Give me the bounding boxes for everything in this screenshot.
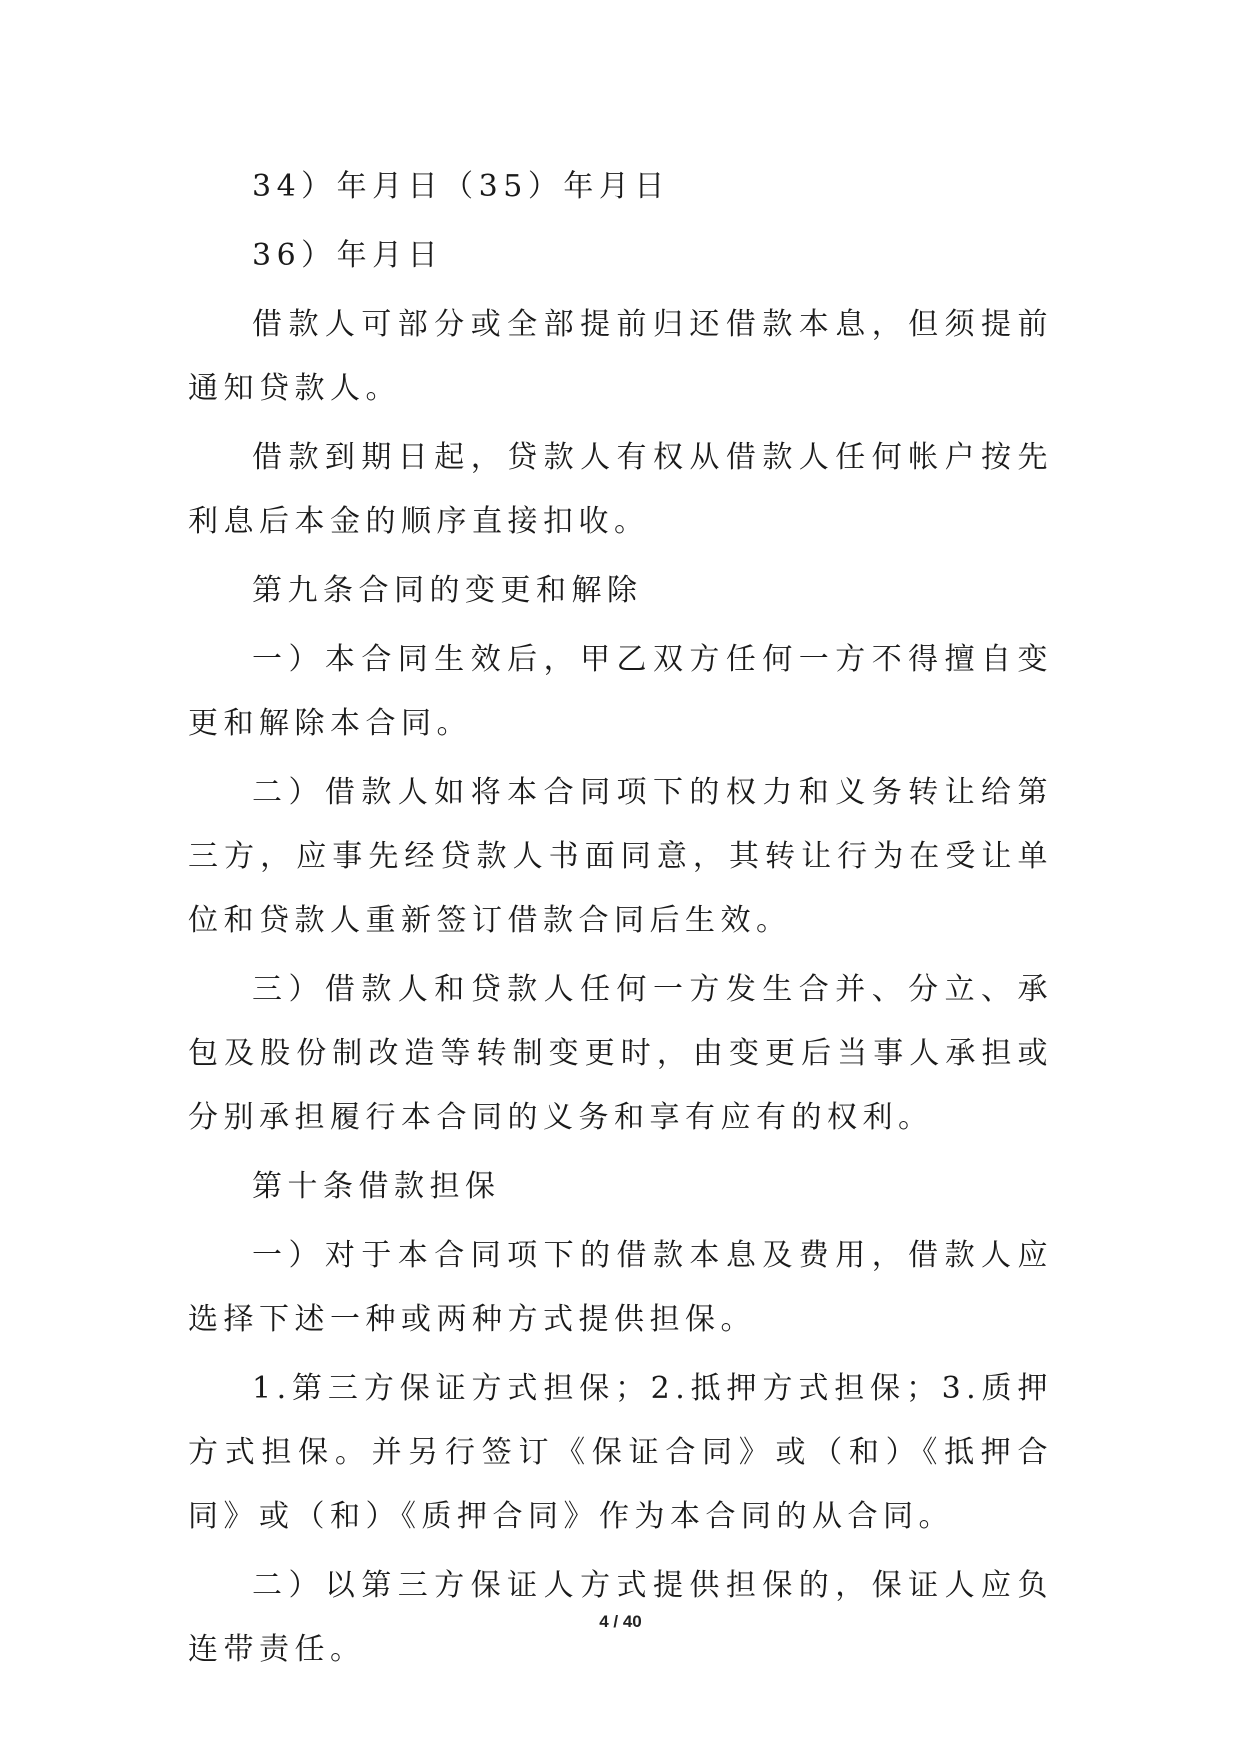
section-heading-article-9: 第九条合同的变更和解除 xyxy=(252,573,643,608)
paragraph-4: 借款到期日起，贷款人有权从借款人任何帐户按先利息后本金的顺序直接扣收。 xyxy=(188,440,1053,539)
paragraph-7: 二）借款人如将本合同项下的权力和义务转让给第三方，应事先经贷款人书面同意，其转让行为在受让单位和贷款人重新签订借款合同后生效。 xyxy=(188,775,1053,938)
paragraph-8: 三）借款人和贷款人任何一方发生合并、分立、承包及股份制改造等转制变更时，由变更后当事人承担或分别承担履行本合同的义务和享有应有的权利。 xyxy=(188,972,1053,1135)
paragraph-10: 一）对于本合同项下的借款本息及费用，借款人应选择下述一种或两种方式提供担保。 xyxy=(188,1238,1053,1337)
paragraph-12: 二）以第三方保证人方式提供担保的，保证人应负连带责任。 xyxy=(188,1568,1053,1667)
paragraph-11: 1.第三方保证方式担保；2.抵押方式担保；3.质押方式担保。并另行签订《保证合同》或（和）《抵押合同》或（和）《质押合同》作为本合同的从合同。 xyxy=(188,1371,1053,1534)
paragraph-1: 34）年月日（35）年月日 xyxy=(252,169,670,204)
paragraph-3: 借款人可部分或全部提前归还借款本息，但须提前通知贷款人。 xyxy=(188,307,1053,406)
paragraph-6: 一）本合同生效后，甲乙双方任何一方不得擅自变更和解除本合同。 xyxy=(188,642,1053,741)
document-body xyxy=(188,155,1053,1687)
page-number: 4 / 40 xyxy=(599,1612,642,1631)
section-heading-article-10: 第十条借款担保 xyxy=(252,1169,501,1204)
paragraph-2: 36）年月日 xyxy=(252,238,444,273)
